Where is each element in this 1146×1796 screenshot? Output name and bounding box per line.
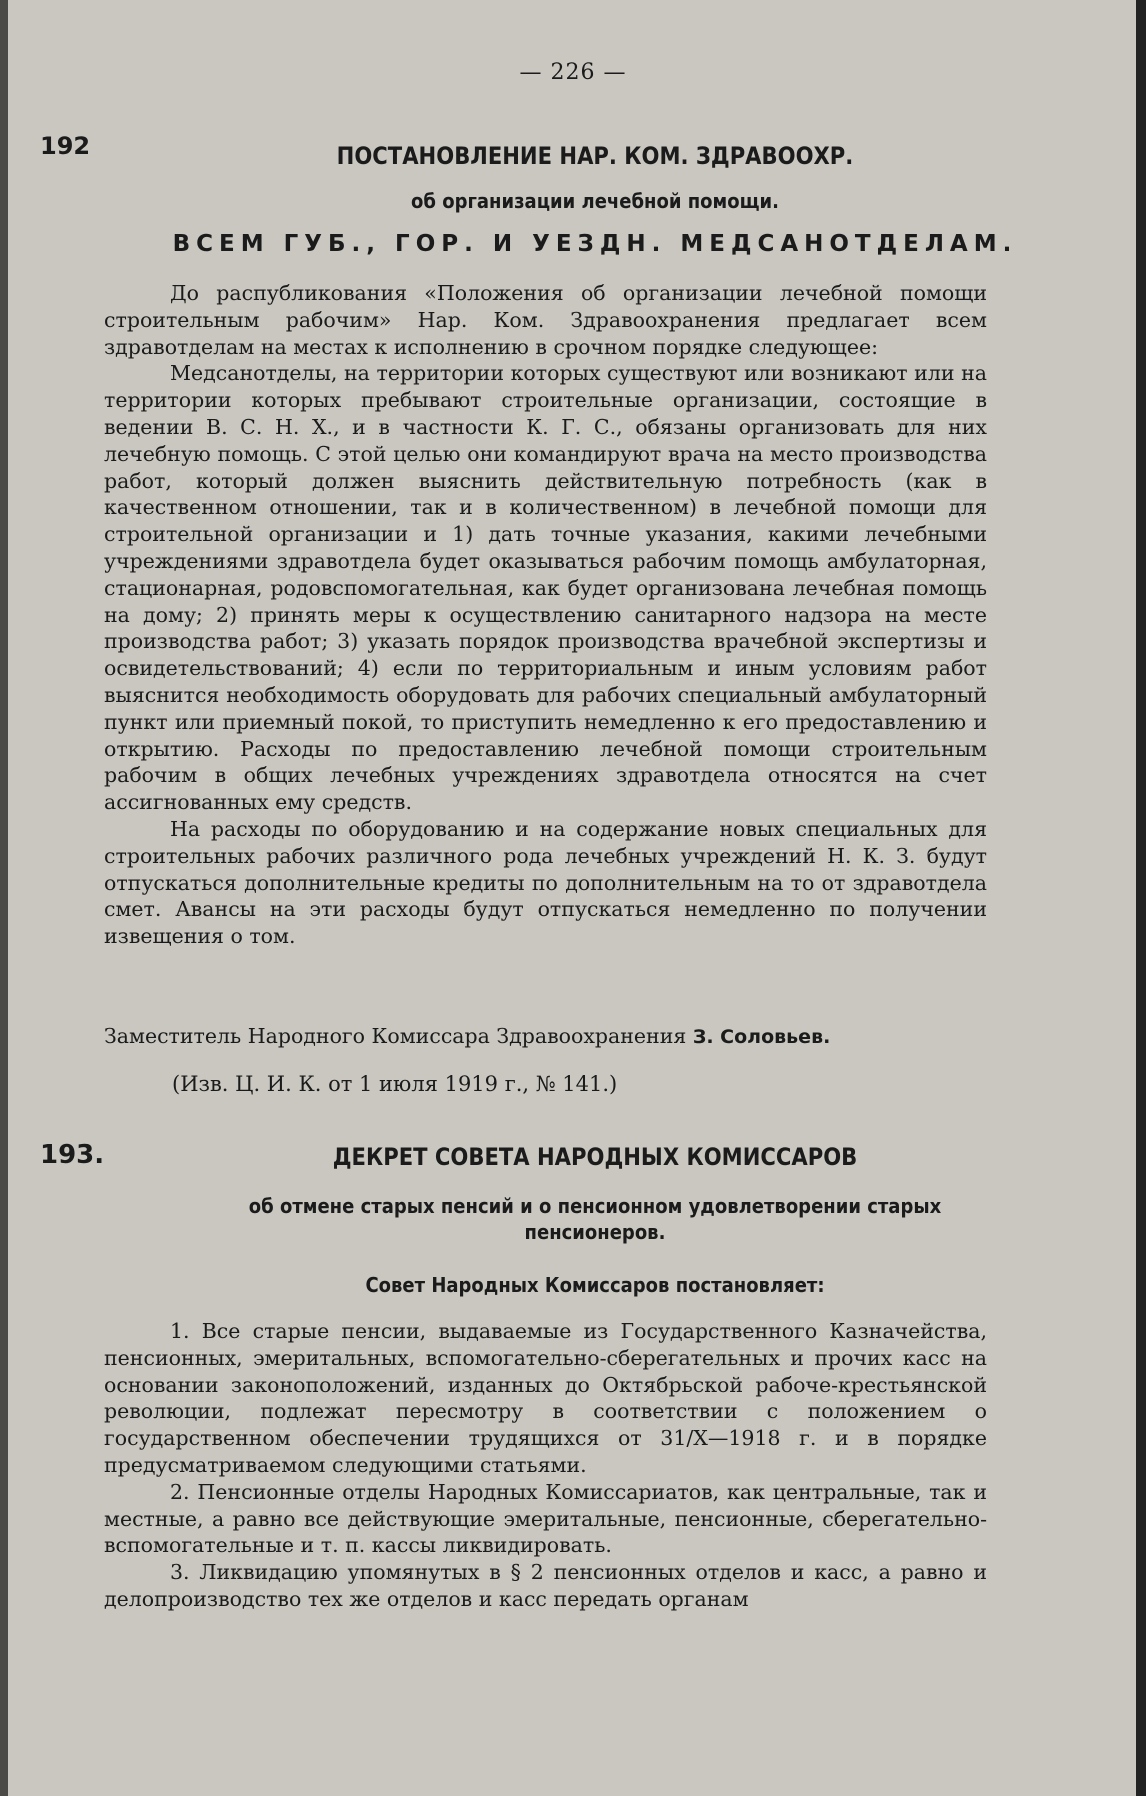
doc-193-preamble: Совет Народных Комиссаров постановляет:	[365, 1273, 825, 1297]
doc-193-subtitle-line-1: об отмене старых пенсий и о пенсионном удовлетворении старых	[248, 1194, 942, 1218]
article: 3. Ликвидацию упомянутых в § 2 пенсионных отделов и касс, а равно и делопроизводство тех же отделов и касс передать органам	[104, 1560, 987, 1611]
page-number: — 226 —	[519, 60, 627, 85]
doc-193-number: 193.	[40, 1140, 105, 1170]
article: 2. Пенсионные отделы Народных Комиссариатов, как центральные, так и местные, а равно все действующие эмеритальные, пенсионные, сберегательно-вспомогательные и т. п. кассы ликвидировать.	[104, 1479, 987, 1558]
paragraph: До распубликования «Положения об организации лечебной помощи строительным рабочим» Нар. Ком. Здравоохранения предлагает всем здравотделам на местах к исполнению в срочном порядке следующее:	[104, 281, 987, 359]
paragraph: Медсанотделы, на территории которых существуют или возникают или на территории которых пребывают строительные организации, состоящие в ведении В. С. Н. Х., и в частности К. Г. С., обязаны организовать для них лечебную помощь. С этой целью они командируют врача на место производства работ, который должен выяснить действительную потребность (как в качественном отношении, так и в количественном) в лечебной помощи для строительной организации и 1) дать точные указания, какими лечебными учреждениями здравотдела будет оказываться рабочим помощь амбулаторная, стационарная, родовспомогательная, как будет организована лечебная помощь на дому; 2) принять меры к осуществлению санитарного надзора на месте производства работ; 3) указать порядок производства врачебной экспертизы и освидетельствований; 4) если по территориальным и иным условиям работ выяснится необходимость оборудовать для рабочих специальный амбулаторный пункт или приемный покой, то приступить немедленно к его предоставлению и открытию. Расходы по предоставлению лечебной помощи строительным рабочим в общих лечебных учреждениях здравотдела относятся на счет ассигнованных ему средств.	[104, 361, 987, 815]
doc-193-title: ДЕКРЕТ СОВЕТА НАРОДНЫХ КОМИССАРОВ	[332, 1143, 858, 1171]
doc-192-title: ПОСТАНОВЛЕНИЕ НАР. КОМ. ЗДРАВООХР.	[336, 142, 854, 170]
page-edge-left	[0, 0, 8, 1796]
doc-192-source: (Изв. Ц. И. К. от 1 июля 1919 г., № 141.)	[172, 1072, 618, 1096]
signature-label: Заместитель Народного Комиссара Здравоохранения	[104, 1024, 687, 1048]
paragraph: На расходы по оборудованию и на содержание новых специальных для строительных рабочих различного рода лечебных учреждений Н. К. З. будут отпускаться дополнительные кредиты по дополнительным на то от здравотдела смет. Авансы на эти расходы будут отпускаться немедленно по получении извещения о том.	[104, 816, 987, 949]
doc-192-number: 192	[40, 132, 91, 160]
doc-193-subtitle-line-2: пенсионеров.	[524, 1220, 666, 1244]
article: 1. Все старые пенсии, выдаваемые из Государственного Казначейства, пенсионных, эмеритальных, вспомогательно-сберегательных и прочих касс на основании законоположений, изданных до Октябрьской рабоче-крестьянской революции, подлежат пересмотру в соответствии с положением о государственном обеспечении трудящихся от 31/X—1918 г. и в порядке предусматриваемом следующими статьями.	[104, 1319, 987, 1477]
signature-name: З. Соловьев.	[692, 1026, 831, 1048]
doc-192-subtitle: об организации лечебной помощи.	[411, 189, 779, 213]
doc-192-body	[104, 280, 987, 950]
doc-192-signature	[104, 1024, 1004, 1048]
doc-193-body	[104, 1318, 987, 1613]
page-edge-right	[1136, 0, 1146, 1796]
doc-192-address: ВСЕМ ГУБ., ГОР. И УЕЗДН. МЕДСАНОТДЕЛАМ.	[172, 231, 1018, 257]
